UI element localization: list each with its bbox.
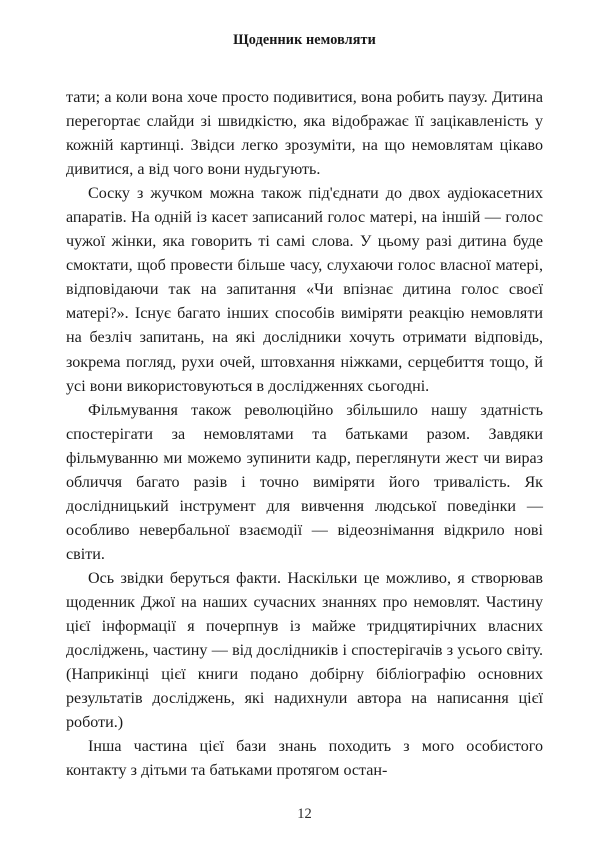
paragraph-3: Фільмування також революційно збільшило нашу здатність спостерігати за немовлятами та батьками разом. Завдяки фільмуванню ми можемо зупинити кадр, переглянути жест чи вираз обличчя багато разів і точно виміряти його тривалість. Як дослідницький інструмент для вивчення людської поведінки — особливо невербальної взаємодії — відеознімання відкрило нові світи. bbox=[66, 401, 543, 563]
paragraph-1: тати; а коли вона хоче просто подивитися, вона робить паузу. Дитина перегортає слайди зі швидкістю, яка відображає її зацікавленість у кожній картинці. Звідси легко зрозуміти, на що немовлятам цікаво дивитися, а від чого вони нудьгують. bbox=[66, 89, 543, 179]
paragraph-5: Інша частина цієї бази знань походить з мого особистого контакту з дітьми та батьками протягом остан- bbox=[66, 738, 543, 780]
paragraph-2: Соску з жучком можна також під'єднати до двох аудіокасетних апаратів. На одній із касет записаний голос матері, на іншій — голос чужої жінки, яка говорить ті самі слова. У цьому разі дитина буде смоктати, щоб провести більше часу, слухаючи голос власної матері, відповідаючи так на запитання «Чи впізнає дитина голос своєї матері?». Існує багато інших способів виміряти реакцію немовляти на безліч запитань, на які дослідники хочуть отримати відповідь, зокрема погляд, рухи очей, штовхання ніжками, серцебиття тощо, й усі вони використовуються в дослідженнях сьогодні. bbox=[66, 185, 543, 395]
running-header: Щоденник немовляти bbox=[233, 32, 376, 48]
page-number: 12 bbox=[297, 806, 312, 822]
body-text-block bbox=[66, 86, 543, 783]
paragraph-4: Ось звідки беруться факти. Наскільки це можливо, я створював щоденник Джої на наших сучасних знаннях про немовлят. Частину цієї інформації я почерпнув із майже тридцятирічних власних досліджень, частину — від дослідників і спостерігачів з усього світу. (Наприкінці цієї книги подано добірну бібліографію основних результатів досліджень, які надихнули автора на написання цієї роботи.) bbox=[66, 569, 543, 732]
